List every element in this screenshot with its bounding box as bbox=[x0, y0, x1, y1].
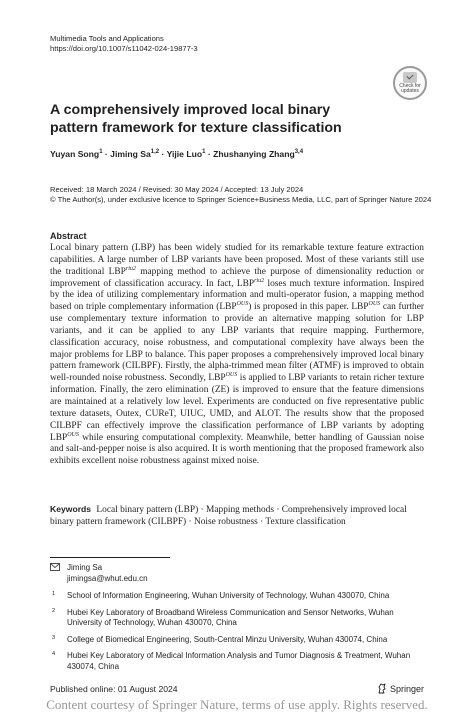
publisher-name: Springer bbox=[390, 683, 425, 694]
abstract-text: mapping method to achieve the purpose of dimensionality reduction or improvement of classification accuracy. In fact, LBP bbox=[50, 266, 424, 289]
journal-doi-link[interactable]: https://doi.org/10.1007/s11042-024-19877-3 bbox=[50, 44, 198, 53]
lbp-superscript: riu2 bbox=[254, 277, 265, 284]
abstract-text: is applied to LBP variants to retain richer texture information. Finally, the zero elimination (ZE) is improved to ensure that the feature dimensions are maintained at a relatively low level. Experiments are conducted on five representative public texture datasets, Outex, CUReT, UIUC, UMD, and ALOT. The results show that the proposed CILBPF can effectively improve the classification performance of LBP variants by adopting LBP bbox=[50, 373, 424, 443]
abstract-text: Local binary pattern (LBP) has been widely studied for its remarkable texture feature extraction capabilities. A large number of LBP variants have been proposed. Most of these variants still use the traditional LBP bbox=[50, 243, 424, 277]
author-separator: · bbox=[102, 149, 111, 159]
author-list bbox=[50, 149, 303, 159]
lbp-superscript: OUS bbox=[236, 301, 249, 308]
affiliation-item bbox=[50, 635, 430, 646]
author-separator: · bbox=[159, 149, 167, 159]
footnote-divider bbox=[50, 557, 170, 558]
abstract-heading: Abstract bbox=[50, 231, 87, 241]
journal-header bbox=[50, 34, 198, 54]
paper-title: A comprehensively improved local binary pattern framework for texture classification bbox=[50, 102, 342, 136]
author-separator: · bbox=[205, 149, 214, 159]
affiliation-text: College of Biomedical Engineering, South-Central Minzu University, Wuhan 430074, China bbox=[67, 634, 388, 644]
author-affiliation-ref: 1,2 bbox=[150, 149, 160, 156]
affiliation-number: 2 bbox=[52, 607, 56, 614]
author-affiliation-ref: 3,4 bbox=[294, 149, 304, 156]
corresponding-author bbox=[50, 562, 148, 584]
affiliation-text: School of Information Engineering, Wuhan University of Technology, Wuhan 430070, China bbox=[67, 591, 390, 600]
abstract-text: while ensuring computational complexity. Meanwhile, better handling of Gaussian noise and salt-and-pepper noise is also acquired. It is worth mentioning that the proposed framework also exhibits excellent noise robustness against mixed noise. bbox=[50, 432, 424, 467]
author-name[interactable]: Zhushanying Zhang bbox=[213, 149, 295, 159]
publisher-logo[interactable] bbox=[377, 683, 424, 694]
abstract-text: ) is proposed in this paper. LBP bbox=[248, 302, 369, 313]
corresponding-author-email[interactable]: jimingsa@whut.edu.cn bbox=[67, 574, 148, 583]
abstract-body bbox=[50, 243, 424, 468]
springer-horse-icon bbox=[377, 683, 387, 694]
copyright-watermark: Content courtesy of Springer Nature, terms of use apply. Rights reserved. bbox=[46, 697, 428, 712]
affiliation-item bbox=[50, 591, 430, 602]
author-name[interactable]: Jiming Sa bbox=[110, 149, 151, 159]
affiliation-item bbox=[50, 608, 430, 629]
keywords bbox=[50, 503, 424, 528]
affiliation-number: 4 bbox=[52, 651, 56, 657]
check-for-updates-badge[interactable] bbox=[393, 66, 427, 100]
lbp-superscript: OUS bbox=[225, 372, 238, 379]
author-name[interactable]: Yijie Luo bbox=[166, 149, 203, 159]
check-updates-line2: updates bbox=[401, 88, 419, 94]
published-online-date: Published online: 01 August 2024 bbox=[50, 684, 178, 694]
affiliation-number: 1 bbox=[52, 591, 56, 597]
affiliation-text: Hubei Key Laboratory of Broadband Wireless Communication and Sensor Networks, Wuhan University of Technology, Wuhan 430070, China bbox=[67, 607, 394, 627]
affiliation-list bbox=[50, 591, 430, 678]
author-name[interactable]: Yuyan Song bbox=[50, 149, 100, 159]
author-affiliation-ref: 1 bbox=[202, 149, 206, 156]
copyright-line: © The Author(s), under exclusive licence to Springer Science+Business Media, LLC, part of Springer Nature 2024 bbox=[50, 195, 432, 204]
journal-name: Multimedia Tools and Applications bbox=[50, 34, 164, 43]
check-updates-icon bbox=[403, 72, 417, 83]
corresponding-author-name: Jiming Sa bbox=[67, 563, 103, 572]
lbp-superscript: OUS bbox=[67, 431, 79, 438]
affiliation-text: Hubei Key Laboratory of Medical Information Analysis and Tumor Diagnosis & Treatment, Wuhan 430074, China bbox=[67, 651, 411, 671]
check-updates-line1: Check for bbox=[399, 82, 421, 89]
abstract-text: loses much texture information. Inspired by the idea of utilizing complementary information and multi-operator fusion, a mapping method based on triple complementary information (LBP bbox=[50, 278, 424, 313]
date-history: Received: 18 March 2024 / Revised: 30 May 2024 / Accepted: 13 July 2024 bbox=[50, 185, 304, 194]
keywords-label: Keywords bbox=[50, 504, 92, 514]
lbp-superscript: riu2 bbox=[125, 265, 136, 272]
affiliation-number: 3 bbox=[52, 634, 56, 641]
affiliation-item bbox=[50, 651, 430, 672]
keywords-text: Local binary pattern (LBP) · Mapping methods · Comprehensively improved local binary pattern framework (CILBPF) · Noise robustness · Texture classification bbox=[50, 505, 407, 527]
abstract-text: can further use complementary texture information to provide an alternative mapping solution for LBP variants, and it can be applied to any LBP variants that require mapping. Furthermore, classification accuracy, noise robustness, and computational complexity have always been the major problems for LBP to balance. This paper proposes a comprehensively improved local binary pattern framework (CILBPF). Firstly, the alpha-trimmed mean filter (ATMF) is improved to obtain well-rounded noise robustness. Secondly, LBP bbox=[50, 302, 424, 384]
article-history bbox=[50, 185, 431, 205]
author-affiliation-ref: 1 bbox=[99, 149, 103, 156]
lbp-superscript: OUS bbox=[368, 301, 381, 308]
envelope-icon bbox=[50, 563, 60, 571]
